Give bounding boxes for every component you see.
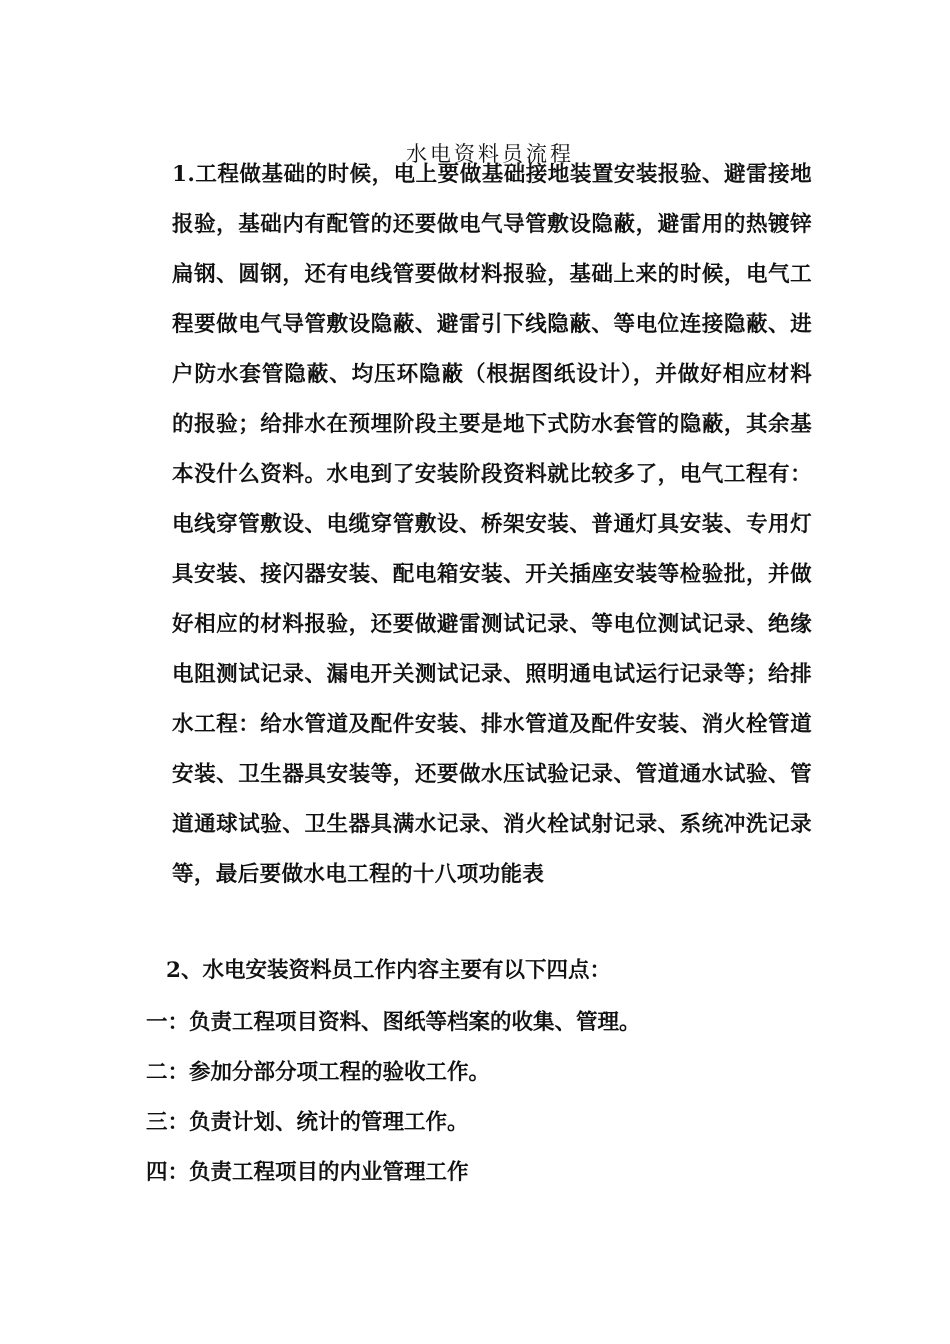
duty-item-2: 二：参加分部分项工程的验收工作。: [146, 1060, 491, 1085]
duty-item-3: 三：负责计划、统计的管理工作。: [146, 1110, 469, 1135]
duty-item-1: 一：负责工程项目资料、图纸等档案的收集、管理。: [146, 1010, 641, 1035]
section-heading: 2、水电安装资料员工作内容主要有以下四点：: [166, 958, 611, 983]
process-paragraph: 1.工程做基础的时候，电上要做基础接地装置安装报验、避雷接地报验，基础内有配管的还要做电气导管敷设隐蔽，避雷用的热镀锌扁钢、圆钢，还有电线管要做材料报验，基础上来的时候，电气工程要做电气导管敷设隐蔽、避雷引下线隐蔽、等电位连接隐蔽、进户防水套管隐蔽、均压环隐蔽（根据图纸设计），并做好相应材料的报验；给排水在预埋阶段主要是地下式防水套管的隐蔽，其余基本没什么资料。水电到了安装阶段资料就比较多了，电气工程有：电线穿管敷设、电缆穿管敷设、桥架安装、普通灯具安装、专用灯具安装、接闪器安装、配电箱安装、开关插座安装等检验批，并做好相应的材料报验，还要做避雷测试记录、等电位测试记录、绝缘电阻测试记录、漏电开关测试记录、照明通电试运行记录等；给排水工程：给水管道及配件安装、排水管道及配件安装、消火栓管道安装、卫生器具安装等，还要做水压试验记录、管道通水试验、管道通球试验、卫生器具满水记录、消火栓试射记录、系统冲洗记录等，最后要做水电工程的十八项功能表: [172, 162, 812, 887]
document-title: 水电资料员流程: [406, 142, 574, 167]
duty-item-4: 四：负责工程项目的内业管理工作: [146, 1160, 469, 1185]
